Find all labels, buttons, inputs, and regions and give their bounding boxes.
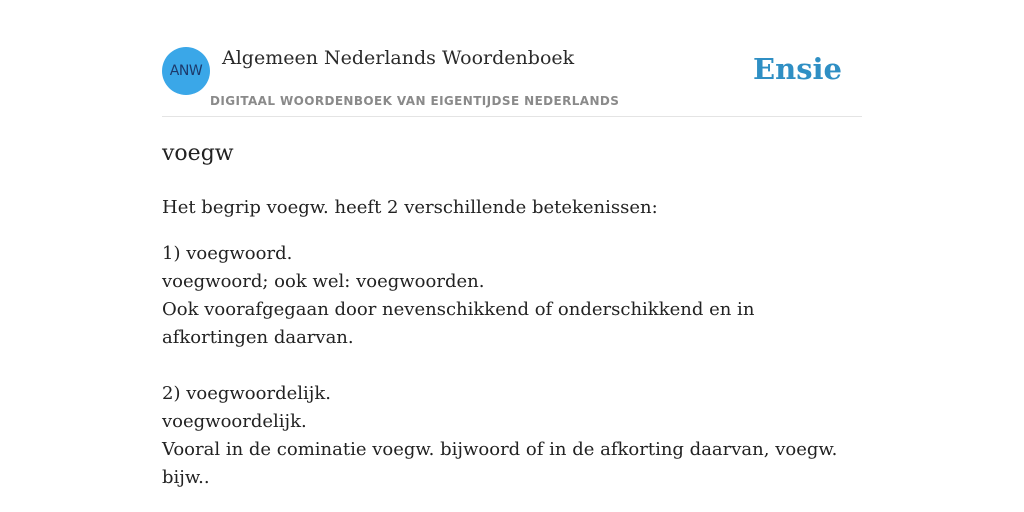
entry-content <box>162 138 862 512</box>
entry-intro: Het begrip voegw. heeft 2 verschillende betekenissen: <box>162 197 658 218</box>
anw-logo[interactable] <box>162 47 210 95</box>
meaning-2 <box>162 380 862 492</box>
meaning-heading: 2) voegwoordelijk. <box>162 383 331 404</box>
headword: voegw <box>162 141 234 166</box>
meaning-heading: 1) voegwoord. <box>162 243 293 264</box>
meaning-forms: voegwoordelijk. <box>162 411 307 432</box>
meaning-1 <box>162 240 862 352</box>
meaning-note: Ook voorafgegaan door nevenschikkend of onderschikkend en in afkortingen daarvan. <box>162 299 755 348</box>
meaning-note: Vooral in de cominatie voegw. bijwoord of in de afkorting daarvan, voegw. bijw.. <box>162 439 838 488</box>
site-title[interactable]: Algemeen Nederlands Woordenboek <box>222 47 575 69</box>
logo-text: ANW <box>169 63 203 79</box>
site-header <box>162 40 862 117</box>
ensie-brand-logo[interactable]: Ensie <box>753 52 842 86</box>
meaning-forms: voegwoord; ook wel: voegwoorden. <box>162 271 485 292</box>
site-subtitle: DIGITAAL WOORDENBOEK VAN EIGENTIJDSE NEDERLANDS <box>210 94 620 108</box>
